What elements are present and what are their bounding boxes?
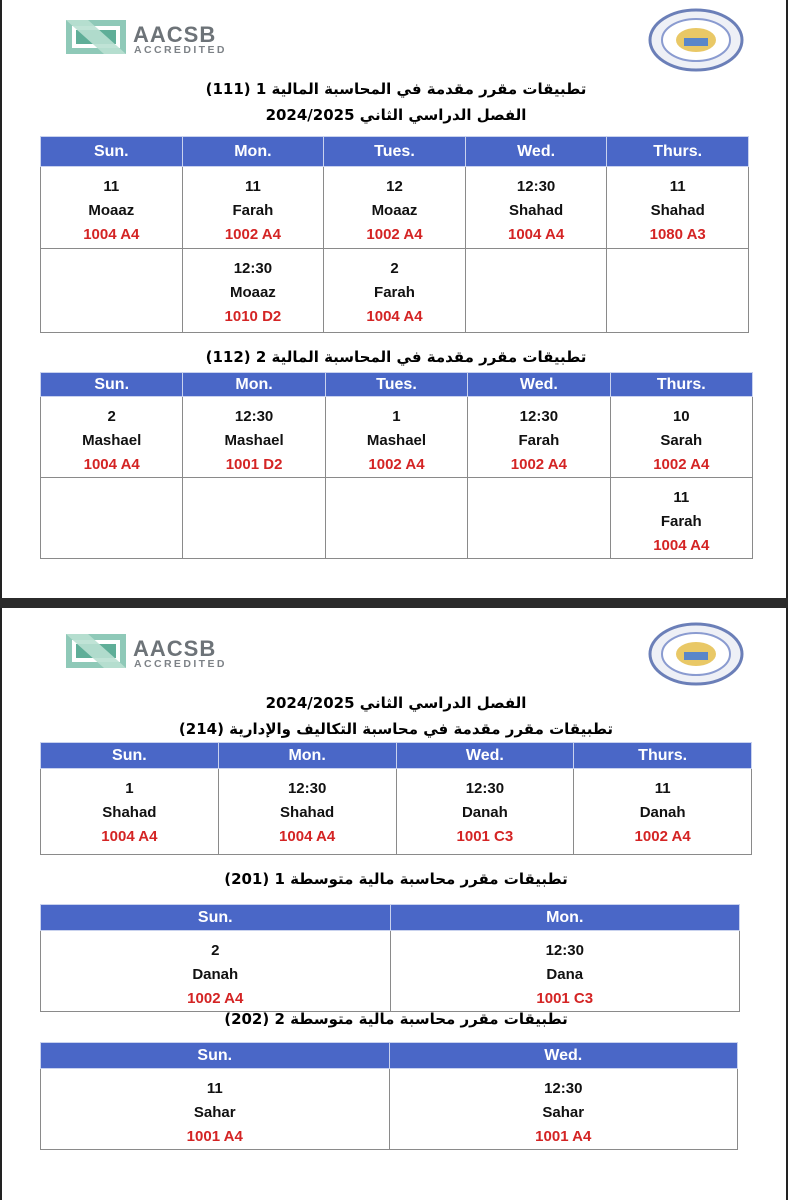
- table-row: [41, 1069, 738, 1150]
- table-row: [41, 769, 752, 855]
- session-cell: [607, 167, 749, 249]
- instructor-name: [41, 510, 182, 534]
- session-cell: [325, 397, 467, 478]
- room-code: 1010 D2: [224, 308, 282, 325]
- instructor-name: [41, 281, 182, 305]
- table-row: [41, 397, 753, 478]
- room-code: [41, 305, 182, 329]
- page1-title-course-112: تطبيقات مقرر مقدمة في المحاسبة المالية 2 (112): [205, 348, 587, 366]
- day-header: Tues.: [325, 373, 467, 397]
- instructor-name: Moaaz: [229, 284, 276, 301]
- page2-title-course-201: تطبيقات مقرر محاسبة مالية متوسطة 1 (201): [224, 870, 568, 888]
- room-code: 1002 A4: [368, 456, 425, 473]
- schedule-table-202: [40, 1042, 738, 1150]
- university-seal-icon: [648, 622, 744, 686]
- day-header: Wed.: [465, 137, 607, 167]
- day-header: Mon.: [218, 743, 396, 769]
- session-time: 1: [125, 780, 134, 797]
- session-time: 12:30: [544, 1080, 583, 1097]
- instructor-name: Moaaz: [371, 202, 418, 219]
- table-row: [41, 167, 749, 249]
- page-separator: [0, 598, 788, 608]
- day-header: Thurs.: [610, 373, 752, 397]
- session-cell: [183, 397, 325, 478]
- room-code: 1004 A4: [366, 308, 423, 325]
- session-cell: [465, 167, 607, 249]
- session-cell: [182, 167, 324, 249]
- instructor-name: Sarah: [660, 432, 703, 449]
- aacsb-mark-icon: [66, 20, 126, 54]
- session-time: [326, 486, 467, 510]
- aacsb-sub: ACCREDITED: [134, 658, 227, 670]
- aacsb-mark-icon: [66, 634, 126, 668]
- aacsb-logo: [66, 20, 248, 58]
- room-code: 1004 A4: [508, 226, 565, 243]
- session-time: 11: [206, 1080, 223, 1097]
- instructor-name: [183, 510, 324, 534]
- session-cell: [465, 249, 607, 333]
- instructor-name: Mashael: [224, 432, 284, 449]
- session-cell: [468, 397, 610, 478]
- page2-title-semester: الفصل الدراسي الثاني 2024/2025: [265, 694, 527, 712]
- session-time: 2: [211, 942, 220, 959]
- instructor-name: [326, 510, 467, 534]
- instructor-name: Danah: [461, 804, 508, 821]
- room-code: 1001 D2: [225, 456, 283, 473]
- room-code: 1001 C3: [456, 828, 514, 845]
- session-cell: [41, 249, 183, 333]
- session-time: 2: [107, 408, 116, 425]
- day-header: Sun.: [41, 373, 183, 397]
- room-code: 1004 A4: [279, 828, 336, 845]
- room-code: [466, 305, 607, 329]
- instructor-name: Sahar: [193, 1104, 236, 1121]
- instructor-name: Shahad: [650, 202, 705, 219]
- aacsb-word: AACSB: [133, 636, 217, 661]
- schedule-table-112: [40, 372, 753, 559]
- table-row: [41, 249, 749, 333]
- session-cell: [41, 931, 391, 1012]
- session-time: 10: [672, 408, 690, 425]
- session-time: [41, 257, 182, 281]
- table-row: [41, 931, 740, 1012]
- instructor-name: Shahad: [280, 804, 335, 821]
- session-time: [183, 486, 324, 510]
- session-time: 12:30: [465, 780, 505, 797]
- day-header: Sun.: [41, 1043, 390, 1069]
- room-code: 1004 A4: [653, 537, 710, 554]
- room-code: 1004 A4: [101, 828, 158, 845]
- session-cell: [574, 769, 752, 855]
- instructor-name: Farah: [374, 284, 415, 301]
- session-cell: [610, 397, 752, 478]
- day-header: Mon.: [183, 373, 325, 397]
- session-cell: [610, 478, 752, 559]
- session-time: [41, 486, 182, 510]
- session-time: [607, 257, 748, 281]
- day-header: Mon.: [182, 137, 324, 167]
- session-cell: [41, 397, 183, 478]
- room-code: 1001 A4: [186, 1128, 243, 1145]
- instructor-name: Shahad: [102, 804, 157, 821]
- day-header: Sun.: [41, 743, 219, 769]
- session-cell: [41, 1069, 390, 1150]
- session-cell: [41, 769, 219, 855]
- instructor-name: [466, 281, 607, 305]
- room-code: 1002 A4: [653, 456, 710, 473]
- day-header: Wed.: [396, 743, 574, 769]
- session-time: 12:30: [516, 178, 556, 195]
- instructor-name: [607, 281, 748, 305]
- day-header: Wed.: [468, 373, 610, 397]
- room-code: [607, 305, 748, 329]
- session-cell: [325, 478, 467, 559]
- schedule-table-201: [40, 904, 740, 1012]
- day-header: Thurs.: [574, 743, 752, 769]
- day-header: Wed.: [389, 1043, 738, 1069]
- session-time: 12: [386, 178, 403, 195]
- instructor-name: Sahar: [542, 1104, 585, 1121]
- session-cell: [389, 1069, 738, 1150]
- day-header: Thurs.: [607, 137, 749, 167]
- room-code: 1002 A4: [366, 226, 423, 243]
- document-page-2: [0, 608, 788, 1200]
- session-cell: [218, 769, 396, 855]
- session-time: 12:30: [545, 942, 584, 959]
- room-code: 1004 A4: [83, 456, 140, 473]
- session-cell: [41, 478, 183, 559]
- session-cell: [324, 167, 466, 249]
- room-code: 1004 A4: [83, 226, 140, 243]
- instructor-name: Danah: [192, 966, 239, 983]
- instructor-name: Farah: [518, 432, 560, 449]
- instructor-name: Moaaz: [88, 202, 135, 219]
- session-time: 11: [654, 780, 671, 797]
- instructor-name: Mashael: [82, 432, 142, 449]
- room-code: 1002 A4: [510, 456, 567, 473]
- room-code: 1080 A3: [649, 226, 706, 243]
- day-header: Tues.: [324, 137, 466, 167]
- session-time: 12:30: [234, 408, 274, 425]
- university-seal-icon: [648, 8, 744, 72]
- session-time: 12:30: [233, 260, 273, 277]
- session-cell: [41, 167, 183, 249]
- aacsb-logo: [66, 634, 248, 672]
- session-time: 2: [390, 260, 399, 277]
- session-cell: [396, 769, 574, 855]
- session-cell: [390, 931, 740, 1012]
- session-cell: [468, 478, 610, 559]
- schedule-table-111: [40, 136, 749, 333]
- instructor-name: Farah: [660, 513, 702, 530]
- session-time: 11: [673, 489, 690, 506]
- session-time: 11: [669, 178, 686, 195]
- room-code: 1001 C3: [536, 990, 594, 1007]
- page2-title-course-202: تطبيقات مقرر محاسبة مالية متوسطة 2 (202): [224, 1010, 568, 1028]
- instructor-name: Danah: [639, 804, 686, 821]
- aacsb-sub: ACCREDITED: [134, 44, 227, 56]
- session-time: [468, 486, 609, 510]
- room-code: [41, 534, 182, 558]
- room-code: [183, 534, 324, 558]
- session-time: 11: [103, 178, 120, 195]
- day-header: Sun.: [41, 137, 183, 167]
- page1-title-semester: الفصل الدراسي الثاني 2024/2025: [265, 106, 527, 124]
- page1-title-course-111: تطبيقات مقرر مقدمة في المحاسبة المالية 1 (111): [205, 80, 587, 98]
- session-time: [466, 257, 607, 281]
- instructor-name: Farah: [232, 202, 274, 219]
- document-page-1: [0, 0, 788, 598]
- instructor-name: Dana: [546, 966, 584, 983]
- session-time: 12:30: [287, 780, 327, 797]
- instructor-name: Mashael: [366, 432, 427, 449]
- session-cell: [183, 478, 325, 559]
- session-cell: [607, 249, 749, 333]
- room-code: [326, 534, 467, 558]
- page2-title-course-214: تطبيقات مقرر مقدمة في محاسبة التكاليف والإدارية (214): [178, 720, 614, 738]
- session-time: 1: [392, 408, 401, 425]
- session-cell: [182, 249, 324, 333]
- day-header: Sun.: [41, 905, 391, 931]
- instructor-name: Shahad: [508, 202, 564, 219]
- schedule-table-214: [40, 742, 752, 855]
- session-time: 11: [244, 178, 261, 195]
- table-row: [41, 478, 753, 559]
- room-code: 1001 A4: [535, 1128, 592, 1145]
- instructor-name: [468, 510, 609, 534]
- session-time: 12:30: [519, 408, 559, 425]
- aacsb-word: AACSB: [133, 22, 217, 47]
- room-code: 1002 A4: [224, 226, 281, 243]
- room-code: 1002 A4: [187, 990, 244, 1007]
- room-code: 1002 A4: [634, 828, 691, 845]
- room-code: [468, 534, 609, 558]
- day-header: Mon.: [390, 905, 740, 931]
- session-cell: [324, 249, 466, 333]
